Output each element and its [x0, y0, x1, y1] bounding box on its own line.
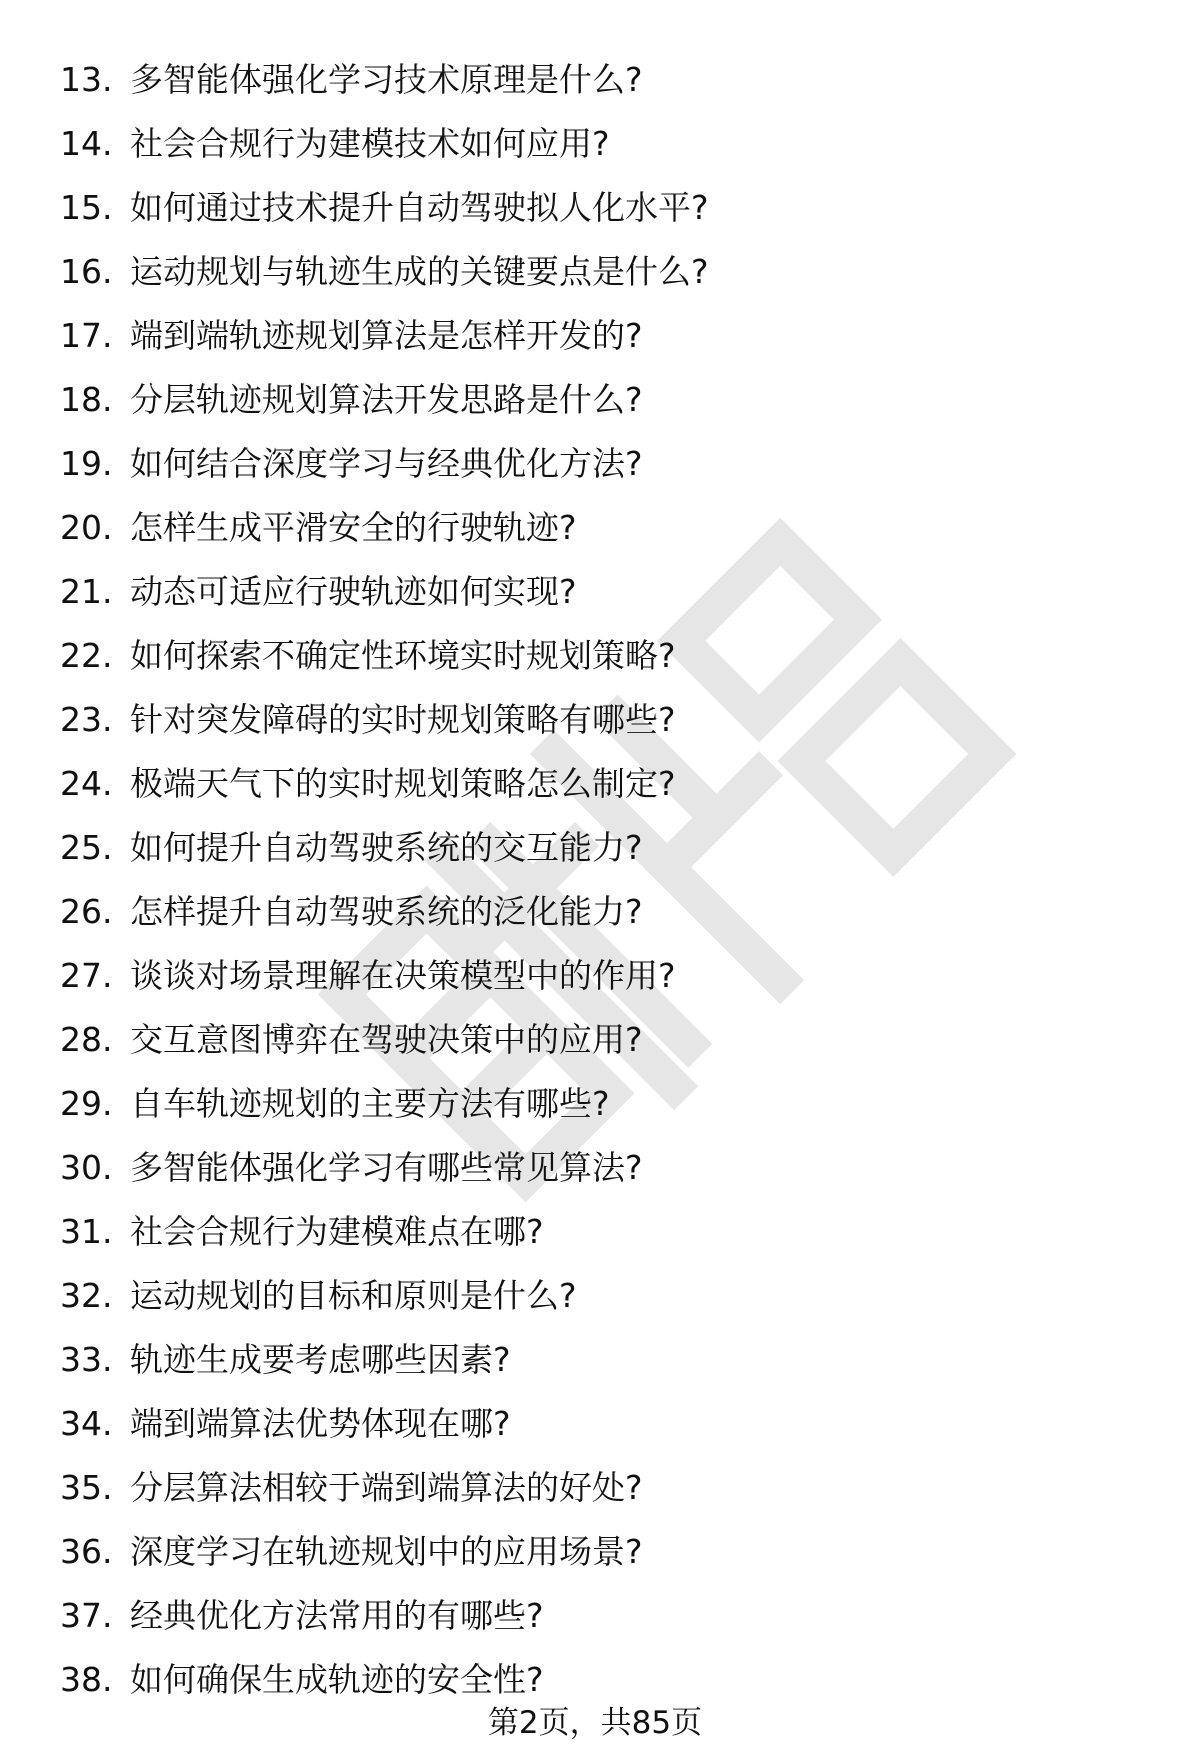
list-item — [60, 752, 1140, 816]
question-number: 18. — [60, 380, 113, 419]
question-text: 怎样生成平滑安全的行驶轨迹? — [130, 508, 577, 547]
question-number: 33. — [60, 1340, 113, 1379]
question-text: 轨迹生成要考虑哪些因素? — [130, 1340, 511, 1379]
question-text: 社会合规行为建模难点在哪? — [130, 1212, 544, 1251]
list-item — [60, 816, 1140, 880]
question-text: 如何结合深度学习与经典优化方法? — [130, 444, 643, 483]
question-number: 26. — [60, 892, 113, 931]
question-text: 分层轨迹规划算法开发思路是什么? — [130, 380, 643, 419]
list-item — [60, 1520, 1140, 1584]
question-text: 运动规划的目标和原则是什么? — [130, 1276, 577, 1315]
list-item — [60, 432, 1140, 496]
question-text: 端到端算法优势体现在哪? — [130, 1404, 511, 1443]
list-item — [60, 48, 1140, 112]
question-text: 多智能体强化学习有哪些常见算法? — [130, 1148, 643, 1187]
question-number: 31. — [60, 1212, 113, 1251]
page-number: 第2页，共85页 — [487, 1705, 703, 1741]
list-item — [60, 368, 1140, 432]
question-number: 27. — [60, 956, 113, 995]
list-item — [60, 688, 1140, 752]
question-text: 端到端轨迹规划算法是怎样开发的? — [130, 316, 643, 355]
question-text: 交互意图博弈在驾驶决策中的应用? — [130, 1020, 643, 1059]
question-number: 34. — [60, 1404, 113, 1443]
list-item — [60, 1584, 1140, 1648]
list-item — [60, 1200, 1140, 1264]
question-text: 极端天气下的实时规划策略怎么制定? — [130, 764, 676, 803]
list-item — [60, 304, 1140, 368]
question-text: 怎样提升自动驾驶系统的泛化能力? — [130, 892, 643, 931]
question-number: 23. — [60, 700, 113, 739]
question-number: 15. — [60, 188, 113, 227]
question-number: 29. — [60, 1084, 113, 1123]
question-number: 38. — [60, 1660, 113, 1699]
question-number: 17. — [60, 316, 113, 355]
question-text: 谈谈对场景理解在决策模型中的作用? — [130, 956, 676, 995]
question-text: 针对突发障碍的实时规划策略有哪些? — [130, 700, 676, 739]
question-number: 28. — [60, 1020, 113, 1059]
question-number: 22. — [60, 636, 113, 675]
question-list — [60, 48, 1140, 1712]
question-number: 32. — [60, 1276, 113, 1315]
list-item — [60, 176, 1140, 240]
list-item — [60, 880, 1140, 944]
question-number: 14. — [60, 124, 113, 163]
question-number: 21. — [60, 572, 113, 611]
list-item — [60, 1264, 1140, 1328]
list-item — [60, 624, 1140, 688]
question-text: 运动规划与轨迹生成的关键要点是什么? — [130, 252, 709, 291]
question-text: 自车轨迹规划的主要方法有哪些? — [130, 1084, 610, 1123]
question-number: 30. — [60, 1148, 113, 1187]
question-number: 13. — [60, 60, 113, 99]
question-text: 如何探索不确定性环境实时规划策略? — [130, 636, 676, 675]
list-item — [60, 240, 1140, 304]
question-text: 分层算法相较于端到端算法的好处? — [130, 1468, 643, 1507]
list-item — [60, 1328, 1140, 1392]
question-number: 16. — [60, 252, 113, 291]
list-item — [60, 560, 1140, 624]
list-item — [60, 112, 1140, 176]
question-text: 社会合规行为建模技术如何应用? — [130, 124, 610, 163]
question-number: 25. — [60, 828, 113, 867]
question-number: 36. — [60, 1532, 113, 1571]
question-number: 24. — [60, 764, 113, 803]
list-item — [60, 1072, 1140, 1136]
list-item — [60, 496, 1140, 560]
list-item — [60, 1008, 1140, 1072]
question-number: 20. — [60, 508, 113, 547]
question-text: 深度学习在轨迹规划中的应用场景? — [130, 1532, 643, 1571]
list-item — [60, 1456, 1140, 1520]
question-number: 35. — [60, 1468, 113, 1507]
list-item — [60, 944, 1140, 1008]
question-text: 多智能体强化学习技术原理是什么? — [130, 60, 643, 99]
question-text: 如何提升自动驾驶系统的交互能力? — [130, 828, 643, 867]
list-item — [60, 1136, 1140, 1200]
question-text: 经典优化方法常用的有哪些? — [130, 1596, 544, 1635]
question-number: 37. — [60, 1596, 113, 1635]
question-text: 如何通过技术提升自动驾驶拟人化水平? — [130, 188, 709, 227]
list-item — [60, 1392, 1140, 1456]
question-text: 动态可适应行驶轨迹如何实现? — [130, 572, 577, 611]
question-text: 如何确保生成轨迹的安全性? — [130, 1660, 544, 1699]
question-number: 19. — [60, 444, 113, 483]
